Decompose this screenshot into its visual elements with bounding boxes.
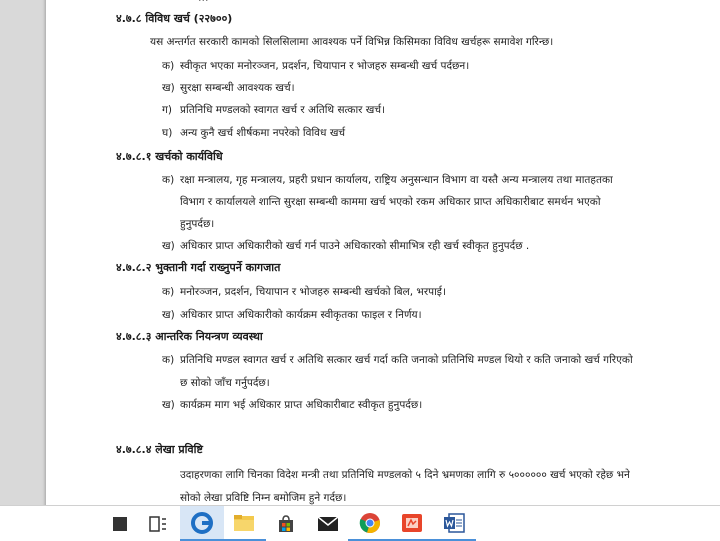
item-marker: ख)	[162, 82, 175, 94]
paragraph-line: उदाहरणका लागि चिनका विदेश मन्त्री तथा प्रतिनिधि मण्डलको ५ दिने भ्रमणका लागि रु ५०००००० खर्च भएको रहेछ भने	[180, 469, 630, 481]
paragraph-line: छ सोको जाँच गर्नुपर्दछ।	[180, 377, 270, 389]
cut-off-text-line	[198, 0, 229, 4]
paragraph-line: रक्षा मन्त्रालय, गृह मन्त्रालय, प्रहरी प्रधान कार्यालय, राष्ट्रिय अनुसन्धान विभाग वा यस्तै अन्य मन्त्रालय तथा मातहतका	[180, 174, 613, 186]
task-view-icon[interactable]	[136, 506, 180, 541]
list-item: अन्य कुनै खर्च शीर्षकमा नपरेको विविध खर्च	[180, 127, 346, 139]
paragraph-line: सोको लेखा प्रविष्टि निम्न बमोजिम हुने गर्दछ।	[180, 492, 347, 504]
edge-icon[interactable]	[180, 506, 224, 541]
item-marker: क)	[162, 60, 175, 72]
item-marker: ख)	[162, 240, 175, 252]
heading-4-7-8-1: ४.७.८.१ खर्चको कार्यविधि	[116, 150, 223, 163]
paragraph-line: प्रतिनिधि मण्डल स्वागत खर्च र अतिथि सत्कार खर्च गर्दा कति जनाको प्रतिनिधि मण्डल थियो र कति जनाको खर्च गरिएको	[180, 354, 633, 366]
item-marker: ग)	[162, 104, 173, 116]
item-marker: क)	[162, 286, 175, 298]
pdf-viewer-icon[interactable]	[390, 506, 434, 541]
heading-4-7-8-4: ४.७.८.४ लेखा प्रविष्टि	[116, 443, 203, 456]
item-marker: घ)	[162, 127, 173, 139]
word-icon[interactable]	[432, 506, 476, 541]
intro-paragraph: यस अन्तर्गत सरकारी कामको सिलसिलामा आवश्यक पर्ने विभिन्न किसिमका विविध खर्चहरू समावेश गरिन्छ।	[150, 36, 554, 48]
item-marker: ख)	[162, 399, 175, 411]
chrome-icon[interactable]	[348, 506, 392, 541]
heading-4-7-8-2: ४.७.८.२ भुक्तानी गर्दा राख्नुपर्ने कागजात	[116, 261, 281, 274]
list-item: प्रतिनिधि मण्डलको स्वागत खर्च र अतिथि सत्कार खर्च।	[180, 104, 386, 116]
document-page	[46, 0, 720, 514]
taskbar	[0, 505, 720, 541]
item-marker: क)	[162, 354, 175, 366]
mail-icon[interactable]	[306, 506, 350, 541]
paragraph-line: हुनुपर्दछ।	[180, 218, 215, 230]
list-item: कार्यक्रम माग भई अधिकार प्राप्त अधिकारीबाट स्वीकृत हुनुपर्दछ।	[180, 399, 423, 411]
item-marker: ख)	[162, 309, 175, 321]
item-marker: क)	[162, 174, 175, 186]
list-item: स्वीकृत भएका मनोरञ्जन, प्रदर्शन, चियापान र भोजहरु सम्बन्धी खर्च पर्दछन।	[180, 60, 470, 72]
list-item: सुरक्षा सम्बन्धी आवश्यक खर्च।	[180, 82, 295, 94]
heading-4-7-8-3: ४.७.८.३ आन्तरिक नियन्त्रण व्यवस्था	[116, 330, 263, 343]
list-item: अधिकार प्राप्त अधिकारीको खर्च गर्न पाउने अधिकारको सीमाभित्र रही खर्च स्वीकृत हुनुपर्दछ .	[180, 240, 530, 252]
file-explorer-icon[interactable]	[222, 506, 266, 541]
list-item: मनोरञ्जन, प्रदर्शन, चियापान र भोजहरु सम्बन्धी खर्चको बिल, भरपाई।	[180, 286, 446, 298]
paragraph-line: विभाग र कार्यालयले शान्ति सुरक्षा सम्बन्धी काममा खर्च भएको रकम अधिकार प्राप्त अधिकारीबाट समर्थन भएको	[180, 196, 601, 208]
store-icon[interactable]	[264, 506, 308, 541]
heading-4-7-8: ४.७.८ विविध खर्च (२२७००)	[116, 12, 233, 25]
list-item: अधिकार प्राप्त अधिकारीको कार्यक्रम स्वीकृतका फाइल र निर्णय।	[180, 309, 422, 321]
